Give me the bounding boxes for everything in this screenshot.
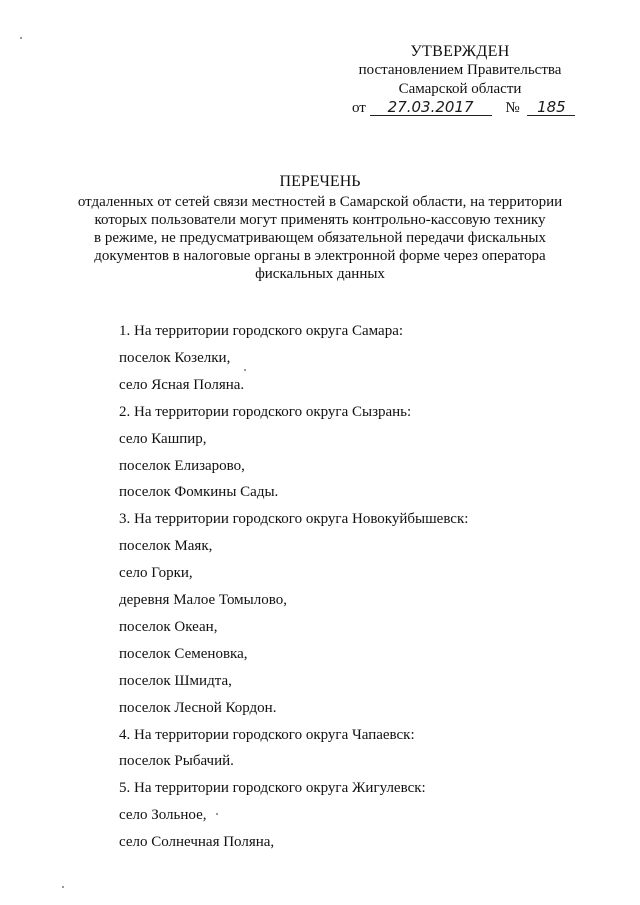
scan-speck [62,886,64,888]
list-item: поселок Козелки, [119,350,231,366]
heading-line: фискальных данных [255,266,385,282]
document-heading [40,173,600,283]
list-item: село Зольное, [119,807,207,823]
heading-line: отдаленных от сетей связи местностей в Самарской области, на территории [77,194,563,210]
list-item: поселок Лесной Кордон. [119,700,277,716]
list-item: поселок Фомкины Сады. [119,484,279,500]
list-item: поселок Маяк, [119,538,213,554]
list-section: 1. На территории городского округа Самара: [119,323,404,339]
list-section: 2. На территории городского округа Сызрань: [119,404,412,420]
list-item: село Горки, [119,565,193,581]
list-item: деревня Малое Томылово, [119,592,287,608]
list-section: 5. На территории городского округа Жигулевск: [119,780,426,796]
list-item: поселок Семеновка, [119,646,248,662]
heading-line: в режиме, не предусматривающем обязательной передачи фискальных [94,230,546,246]
list-section: 4. На территории городского округа Чапаевск: [119,727,415,743]
list-item: поселок Океан, [119,619,218,635]
heading-title: ПЕРЕЧЕНЬ [279,173,361,190]
list-item: село Кашпир, [119,431,207,447]
list-section: 3. На территории городского округа Новокуйбышевск: [119,511,469,527]
heading-line: которых пользователи могут применять контрольно-кассовую технику [94,212,546,228]
list-item: село Солнечная Поляна, [119,834,275,850]
list-item: поселок Шмидта, [119,673,232,689]
list-item: поселок Рыбачий. [119,753,234,769]
approval-title: УТВЕРЖДЕН [410,43,510,60]
scan-speck [244,369,246,371]
approval-line-1: постановлением Правительства [358,62,562,78]
handwritten-number: 185 [527,100,575,116]
number-sign: № [505,100,520,116]
list-item: село Ясная Поляна. [119,377,245,393]
scan-speck [20,37,22,39]
approval-block [340,42,580,118]
from-label: от [352,100,366,116]
handwritten-date: 27.03.2017 [370,100,492,116]
list-item: поселок Елизарово, [119,458,245,474]
approval-line-2: Самарской области [398,81,522,97]
heading-line: документов в налоговые органы в электронной форме через оператора [94,248,546,264]
approval-date-number-line [340,99,580,118]
scan-speck [216,813,218,815]
